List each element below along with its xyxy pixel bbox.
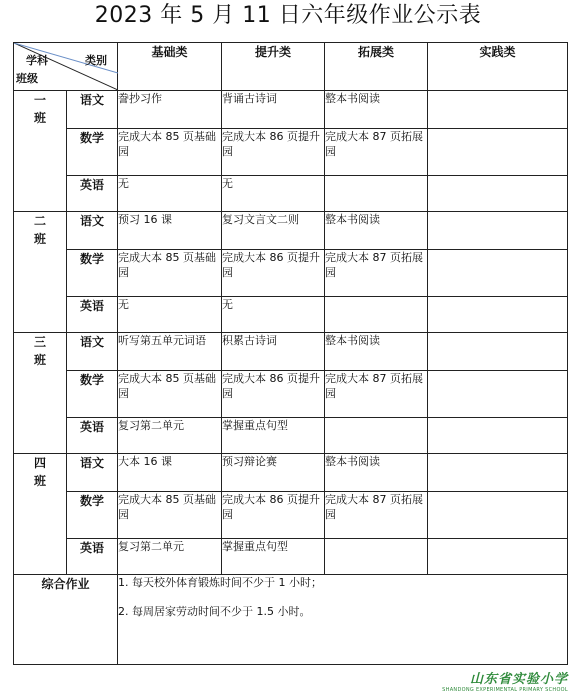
subject-cell: 语文	[67, 454, 118, 492]
homework-cell: 掌握重点句型	[222, 539, 325, 575]
homework-cell	[428, 129, 568, 176]
homework-cell	[428, 212, 568, 250]
homework-cell: 复习文言文二则	[222, 212, 325, 250]
homework-cell	[428, 492, 568, 539]
column-header-practice: 实践类	[428, 43, 568, 91]
homework-cell	[428, 418, 568, 454]
school-logo-chinese: 山东省实验小学	[469, 672, 568, 687]
homework-cell: 积累古诗词	[222, 333, 325, 371]
class-name-label: 三班	[33, 335, 46, 367]
subject-cell: 数学	[67, 250, 118, 297]
homework-cell: 无	[118, 297, 222, 333]
homework-cell: 整本书阅读	[325, 91, 428, 129]
table-row	[14, 250, 568, 297]
class-name-cell	[14, 91, 67, 212]
page-title: 2023 年 5 月 11 日六年级作业公示表	[94, 3, 482, 28]
table-row	[14, 454, 568, 492]
corner-category-label: 类别	[85, 54, 107, 67]
comprehensive-item: 1. 每天校外体育锻炼时间不少于 1 小时；	[118, 576, 322, 589]
homework-cell	[428, 91, 568, 129]
corner-subject-label: 学科	[26, 54, 48, 67]
table-row	[14, 333, 568, 371]
table-row	[14, 539, 568, 575]
column-header-extended: 拓展类	[325, 43, 428, 91]
homework-cell: 预习 16 课	[118, 212, 222, 250]
homework-cell: 整本书阅读	[325, 212, 428, 250]
homework-cell: 完成大本 87 页拓展园	[325, 371, 428, 418]
homework-cell	[428, 250, 568, 297]
homework-cell	[325, 418, 428, 454]
table-row	[14, 176, 568, 212]
homework-cell: 无	[222, 297, 325, 333]
homework-cell: 完成大本 86 页提升园	[222, 492, 325, 539]
homework-cell: 掌握重点句型	[222, 418, 325, 454]
table-row	[14, 212, 568, 250]
homework-cell: 无	[118, 176, 222, 212]
homework-table	[13, 42, 568, 665]
homework-cell	[428, 454, 568, 492]
subject-cell: 英语	[67, 297, 118, 333]
table-header-row	[14, 43, 568, 91]
homework-cell: 预习辩论赛	[222, 454, 325, 492]
subject-cell: 语文	[67, 212, 118, 250]
homework-cell: 听写第五单元词语	[118, 333, 222, 371]
comprehensive-notes	[118, 575, 568, 665]
class-name-label: 二班	[33, 214, 46, 246]
homework-cell: 完成大本 87 页拓展园	[325, 129, 428, 176]
homework-cell: 完成大本 86 页提升园	[222, 371, 325, 418]
table-row	[14, 418, 568, 454]
homework-cell	[428, 176, 568, 212]
comprehensive-item: 2. 每周居家劳动时间不少于 1.5 小时。	[118, 605, 311, 618]
homework-cell: 完成大本 85 页基础园	[118, 492, 222, 539]
table-row	[14, 371, 568, 418]
column-header-advanced: 提升类	[222, 43, 325, 91]
homework-cell	[428, 333, 568, 371]
header-corner-cell	[14, 43, 118, 91]
school-logo	[442, 668, 568, 693]
subject-cell: 数学	[67, 371, 118, 418]
homework-cell: 完成大本 85 页基础园	[118, 371, 222, 418]
subject-cell: 英语	[67, 539, 118, 575]
homework-cell	[428, 297, 568, 333]
class-name-cell	[14, 454, 67, 575]
homework-cell: 完成大本 86 页提升园	[222, 129, 325, 176]
homework-cell: 誊抄习作	[118, 91, 222, 129]
homework-cell: 大本 16 课	[118, 454, 222, 492]
table-row	[14, 129, 568, 176]
homework-cell: 完成大本 87 页拓展园	[325, 250, 428, 297]
homework-cell	[325, 297, 428, 333]
table-row	[14, 297, 568, 333]
class-name-label: 一班	[33, 93, 46, 125]
subject-cell: 英语	[67, 176, 118, 212]
table-row	[14, 492, 568, 539]
subject-cell: 数学	[67, 129, 118, 176]
homework-cell: 复习第二单元	[118, 418, 222, 454]
homework-cell: 整本书阅读	[325, 454, 428, 492]
homework-cell: 无	[222, 176, 325, 212]
homework-cell	[325, 176, 428, 212]
class-name-cell	[14, 212, 67, 333]
subject-cell: 英语	[67, 418, 118, 454]
homework-cell	[428, 371, 568, 418]
corner-class-label: 班级	[16, 72, 38, 85]
homework-table-body	[14, 43, 568, 665]
subject-cell: 语文	[67, 333, 118, 371]
homework-cell: 完成大本 87 页拓展园	[325, 492, 428, 539]
homework-cell: 整本书阅读	[325, 333, 428, 371]
table-row	[14, 91, 568, 129]
homework-cell: 完成大本 86 页提升园	[222, 250, 325, 297]
class-name-label: 四班	[33, 456, 46, 488]
homework-cell: 完成大本 85 页基础园	[118, 129, 222, 176]
comprehensive-label: 综合作业	[14, 575, 118, 665]
homework-cell: 复习第二单元	[118, 539, 222, 575]
homework-cell	[428, 539, 568, 575]
subject-cell: 数学	[67, 492, 118, 539]
homework-cell	[325, 539, 428, 575]
comprehensive-row	[14, 575, 568, 665]
school-logo-english: SHANDONG EXPERIMENTAL PRIMARY SCHOOL	[442, 687, 568, 693]
column-header-basic: 基础类	[118, 43, 222, 91]
homework-cell: 完成大本 85 页基础园	[118, 250, 222, 297]
class-name-cell	[14, 333, 67, 454]
homework-cell: 背诵古诗词	[222, 91, 325, 129]
subject-cell: 语文	[67, 91, 118, 129]
